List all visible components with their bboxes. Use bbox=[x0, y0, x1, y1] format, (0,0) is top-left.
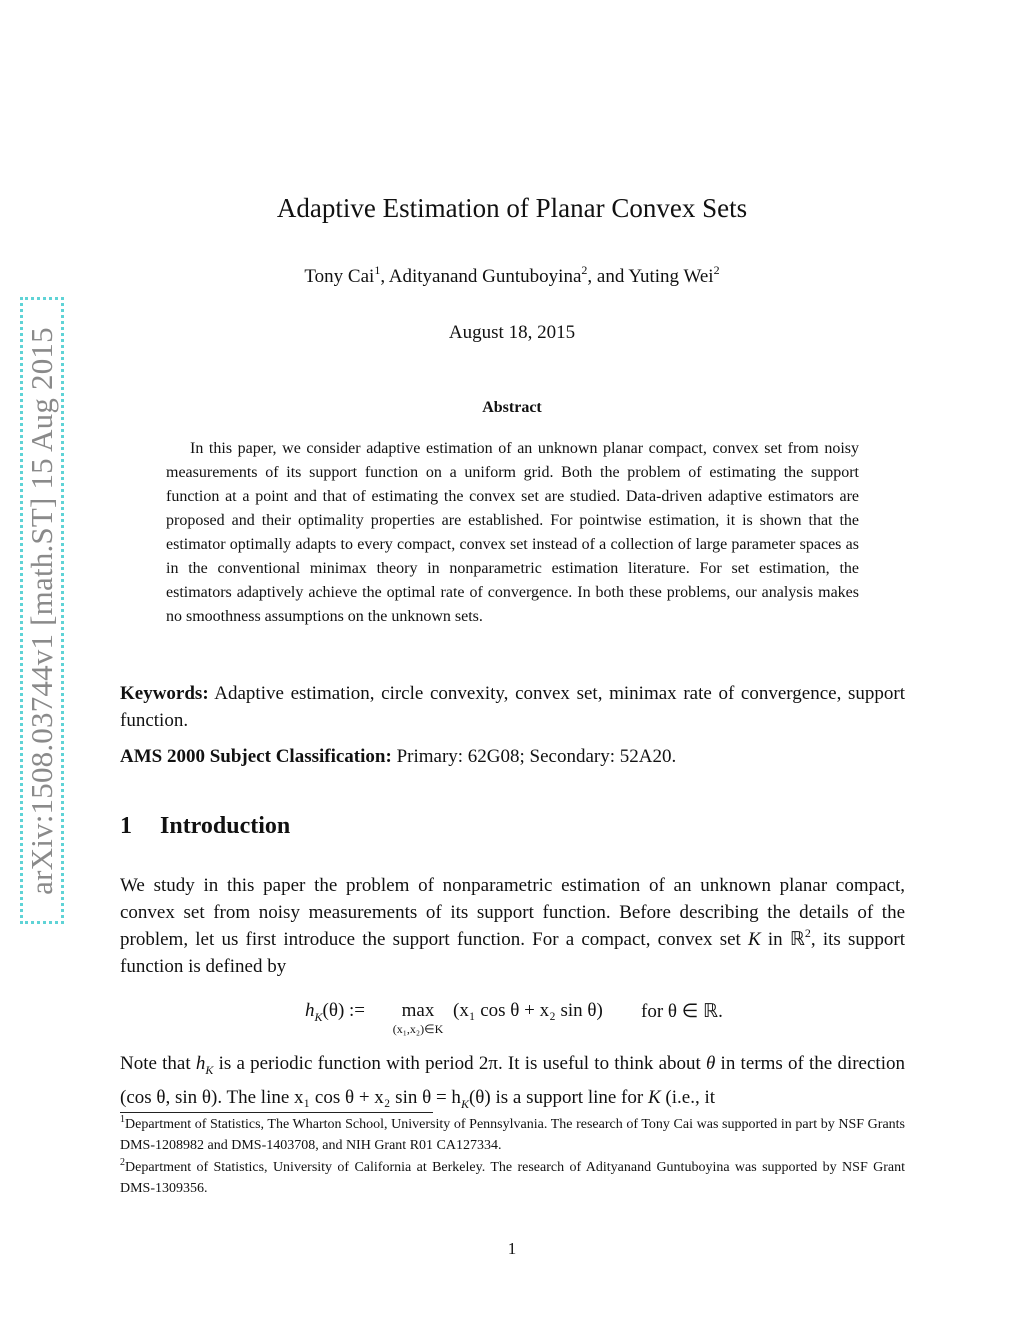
note-text: Note that bbox=[120, 1053, 196, 1074]
intro-text: in ℝ bbox=[760, 929, 805, 950]
math-var: K bbox=[460, 1096, 469, 1111]
support-function-equation bbox=[305, 998, 725, 1038]
author-name: Adityanand Guntuboyina bbox=[388, 266, 582, 287]
math-subscript bbox=[461, 1097, 469, 1111]
author-separator: , and bbox=[587, 266, 629, 287]
intro-text: , its support function is defined by bbox=[120, 929, 906, 977]
ams-classification bbox=[120, 743, 905, 770]
ams-label: AMS 2000 Subject Classification: bbox=[120, 746, 392, 767]
section-heading bbox=[120, 813, 290, 840]
math-var: K bbox=[647, 1086, 661, 1108]
footnote-mark: 2 bbox=[120, 1157, 125, 1168]
footnote bbox=[120, 1114, 905, 1156]
footnotes bbox=[120, 1114, 905, 1200]
intro-paragraph bbox=[120, 872, 905, 980]
section-number: 1 bbox=[120, 813, 132, 839]
math-var: h bbox=[305, 1000, 315, 1021]
footnote bbox=[120, 1157, 905, 1199]
affiliation-mark: 2 bbox=[713, 263, 720, 277]
affiliation-mark: 1 bbox=[374, 263, 381, 277]
note-text: is a periodic function with period 2π. It is useful to think about bbox=[213, 1053, 706, 1074]
footnote-mark: 1 bbox=[120, 1114, 125, 1125]
footnote-text: Department of Statistics, The Wharton School, University of Pennsylvania. The research of Tony Cai was supported in part by NSF Grants DMS-1208982 and DMS-1403708, and NIH Grant R01 CA127334. bbox=[120, 1117, 905, 1153]
note-text: in terms of the direction (cos θ, sin θ). The line x₁ cos θ + x₂ sin θ = h bbox=[120, 1053, 905, 1108]
math-var: K bbox=[205, 1062, 214, 1077]
math-var: K bbox=[314, 1009, 323, 1024]
equation-lhs bbox=[305, 1000, 365, 1025]
keywords-text: Adaptive estimation, circle convexity, convex set, minimax rate of convergence, support function. bbox=[120, 683, 905, 731]
intro-text: We study in this paper the problem of nonparametric estimation of an unknown planar compact, convex set from noisy measurements of its support function. Before describing the details of the problem, let us first introduce the support function. For a compact, convex set bbox=[120, 875, 905, 950]
ams-text: Primary: 62G08; Secondary: 52A20. bbox=[396, 746, 677, 767]
abstract-text: In this paper, we consider adaptive estimation of an unknown planar compact, convex set from noisy measurements of its support function on a uniform grid. Both the problem of estimating the support function at a point and that of estimating the convex set are studied. Data-driven adaptive estimators are proposed and their optimality properties are established. For pointwise estimation, it is shown that the estimator optimally adapts to every compact, convex set instead of a collection of large parameter spaces as in the conventional minimax theory in nonparametric estimation literature. For set estimation, the estimators adaptively achieve the optimal rate of convergence. In both these problems, our analysis makes no smoothness assumptions on the unknown sets. bbox=[166, 440, 859, 625]
arxiv-identifier: arXiv:1508.03744v1 [math.ST] 15 Aug 2015 bbox=[24, 326, 59, 895]
keywords-label: Keywords: bbox=[120, 683, 209, 704]
author-name: Yuting Wei bbox=[628, 266, 714, 287]
affiliation-mark: 2 bbox=[581, 263, 588, 277]
math-var: h bbox=[195, 1053, 206, 1074]
paper-title: Adaptive Estimation of Planar Convex Sets bbox=[276, 193, 748, 223]
paper-date: August 18, 2015 bbox=[448, 322, 576, 343]
abstract-heading: Abstract bbox=[482, 399, 542, 416]
math-var: K bbox=[748, 929, 761, 950]
author-list bbox=[0, 263, 1024, 288]
note-text: (θ) is a support line for bbox=[468, 1086, 648, 1108]
keywords-paragraph bbox=[120, 680, 905, 734]
author-name: Tony Cai bbox=[304, 266, 375, 287]
author-separator: , bbox=[380, 266, 389, 287]
math-power: 2 bbox=[804, 926, 811, 940]
section-title: Introduction bbox=[160, 813, 291, 839]
arxiv-stamp bbox=[20, 297, 64, 924]
math-var: θ bbox=[706, 1053, 716, 1074]
note-paragraph bbox=[120, 1050, 905, 1118]
equation-lhs-rest: (θ) := bbox=[322, 1000, 366, 1021]
equation-rhs: (x₁ cos θ + x₂ sin θ) bbox=[453, 1000, 603, 1021]
note-text: (i.e., it bbox=[660, 1086, 716, 1108]
page-number: 1 bbox=[507, 1239, 517, 1258]
footnote-rule bbox=[120, 1112, 433, 1113]
footnote-text: Department of Statistics, University of California at Berkeley. The research of Adityanand Guntuboyina was supported by NSF Grant DMS-1309356. bbox=[120, 1160, 905, 1196]
equation-condition: for θ ∈ ℝ. bbox=[641, 1001, 723, 1022]
math-subscript bbox=[315, 1010, 323, 1024]
equation-max: max bbox=[401, 1000, 435, 1021]
equation-max-subscript: (x₁,x₂)∈K bbox=[392, 1022, 444, 1036]
